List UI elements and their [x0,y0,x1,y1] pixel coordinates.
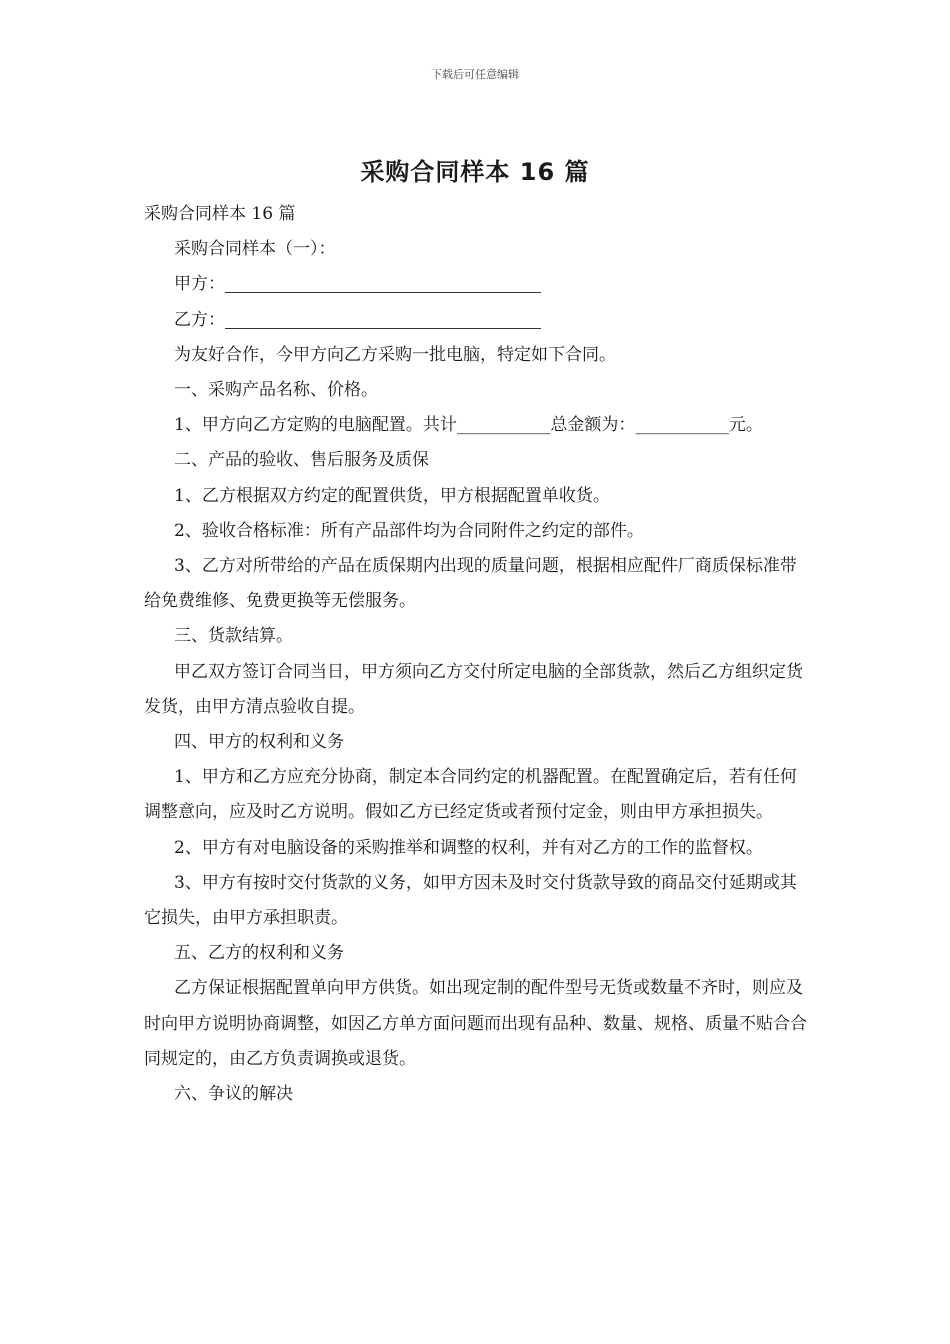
paragraph [144,971,812,1077]
paragraph-text: 乙方： [174,309,225,330]
paragraph-text: 采购合同样本（一）： [174,239,336,260]
paragraph [144,655,812,725]
paragraph-text: 采购合同样本 16 篇 [144,204,296,224]
paragraph [144,619,812,654]
paragraph [144,1077,812,1112]
paragraph-text: 六、争议的解决 [174,1084,293,1105]
paragraph-text: 2、验收合格标准：所有产品部件均为合同附件之约定的部件。 [174,520,644,541]
paragraph-text: 1、甲方和乙方应充分协商，制定本合同约定的机器配置。在配置确定后，若有任何调整意向，应及时乙方说明。假如乙方已经定货或者预付定金，则由甲方承担损失。 [144,767,797,823]
paragraph [144,443,812,478]
paragraph-text: 五、乙方的权利和义务 [174,943,344,964]
paragraph-text: 四、甲方的权利和义务 [174,732,344,753]
paragraph-text: 1、乙方根据双方约定的配置供货，甲方根据配置单收货。 [174,485,610,506]
paragraph [144,725,812,760]
paragraph-text: 甲乙双方签订合同当日，甲方须向乙方交付所定电脑的全部货款，然后乙方组织定货发货，由甲方清点验收自提。 [144,661,803,717]
paragraph [144,831,812,866]
fill-in-blank [225,274,541,293]
paragraph [144,408,812,443]
paragraph [144,267,812,302]
paragraph-text: 三、货款结算。 [174,626,293,647]
paragraph-text: 1、甲方向乙方定购的电脑配置。共计___________总金额为：___________元。 [174,415,763,436]
paragraph [144,338,812,373]
paragraph-text: 为友好合作，今甲方向乙方采购一批电脑，特定如下合同。 [174,344,616,365]
paragraph-text: 3、甲方有按时交付货款的义务，如甲方因未及时交付货款导致的商品交付延期或其它损失，由甲方承担职责。 [144,872,797,929]
paragraph [144,549,812,619]
page-header: 下载后可任意编辑 [431,68,519,81]
fill-in-blank [225,310,541,329]
paragraph [144,373,812,408]
document-body [144,197,812,1112]
paragraph [144,197,812,232]
document-title: 采购合同样本 16 篇 [360,158,590,186]
paragraph [144,479,812,514]
paragraph-text: 乙方保证根据配置单向甲方供货。如出现定制的配件型号无货或数量不齐时，则应及时向甲方说明协商调整，如因乙方单方面问题而出现有品种、数量、规格、质量不贴合合同规定的，由乙方负责调换或退货。 [144,978,807,1069]
paragraph-text: 3、乙方对所带给的产品在质保期内出现的质量问题，根据相应配件厂商质保标准带给免费维修、免费更换等无偿服务。 [144,556,797,612]
paragraph-text: 一、采购产品名称、价格。 [174,380,378,401]
paragraph-text: 2、甲方有对电脑设备的采购推举和调整的权利，并有对乙方的工作的监督权。 [174,837,763,858]
paragraph [144,936,812,971]
paragraph-text: 甲方： [174,274,225,295]
paragraph [144,303,812,338]
paragraph-text: 二、产品的验收、售后服务及质保 [174,450,429,471]
paragraph [144,232,812,267]
paragraph [144,760,812,830]
paragraph [144,514,812,549]
paragraph [144,866,812,936]
